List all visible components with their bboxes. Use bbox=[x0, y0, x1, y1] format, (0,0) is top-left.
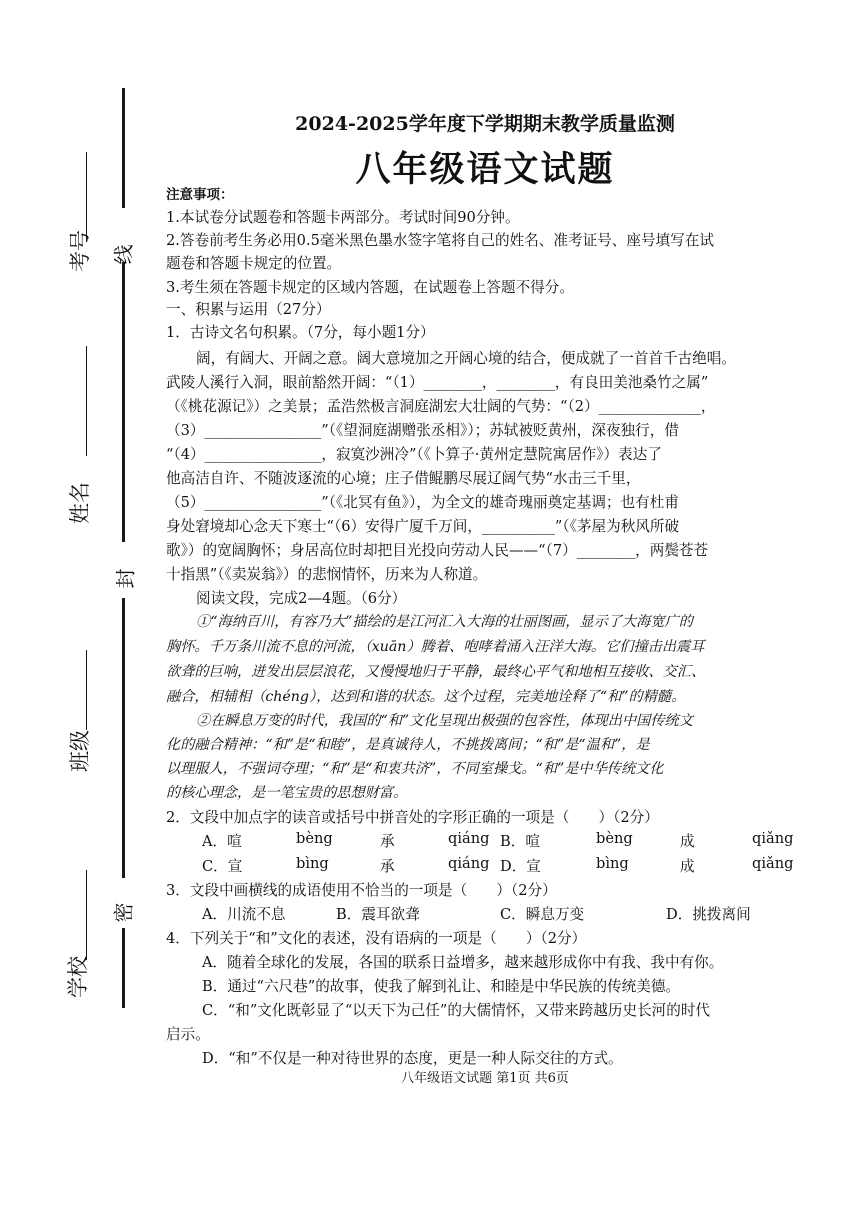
xuexiao-underline bbox=[86, 870, 87, 960]
binding-line-mid1 bbox=[122, 262, 125, 542]
q2-opt-a-pinyin2: qiáng bbox=[448, 830, 490, 847]
label-xuexiao: 学校 bbox=[66, 956, 90, 998]
q1-para-1: 阔，有阔大、开阔之意。阔大意境加之开阔心境的结合，便成就了一首首千古绝唱。 bbox=[196, 350, 736, 367]
reading-line-2: 胸怀。千万条川流不息的河流，（xuān）腾着、咆哮着涌入汪洋大海。它们撞击出震耳 bbox=[166, 639, 705, 655]
q4-opt-c-line1: C．“和”文化既彰显了“以天下为己任”的大儒情怀，又带来跨越历史长河的时代 bbox=[202, 1002, 711, 1019]
q2-opt-a-char1: A．喧 bbox=[202, 833, 242, 850]
q4-opt-b: B．通过“六尺巷”的故事，使我了解到礼让、和睦是中华民族的传统美德。 bbox=[202, 978, 681, 995]
label-kaohao: 考号 bbox=[68, 230, 92, 272]
q2-opt-a-char2: 承 bbox=[380, 833, 395, 850]
q1-para-8: 身处窘境却心念天下寒士“（6）安得广厦千万间，__________”（《茅屋为秋风所破 bbox=[166, 518, 680, 535]
note-2a: 2.答卷前考生务必用0.5毫米黑色墨水签字笔将自己的姓名、准考证号、座号填写在试 bbox=[166, 232, 714, 249]
seal-xian: 线 bbox=[111, 244, 136, 265]
note-3: 3.考生须在答题卡规定的区域内答题，在试题卷上答题不得分。 bbox=[166, 279, 574, 296]
q1-para-4: （3）________________”（《望洞庭湖赠张丞相》）；苏轼被贬黄州，深夜独行，借 bbox=[166, 422, 679, 439]
q2-opt-d-char1: D．宣 bbox=[500, 858, 541, 875]
label-banji: 班级 bbox=[68, 730, 92, 772]
reading-line-3: 欲聋的巨响，迸发出层层浪花，又慢慢地归于平静，最终心平气和地相互接收、交汇、 bbox=[166, 664, 706, 680]
banji-underline bbox=[86, 650, 87, 730]
q1-para-6: 他高洁自许、不随波逐流的心境；庄子借鲲鹏尽展辽阔气势“水击三千里， bbox=[166, 470, 641, 487]
q3-opt-b: B．震耳欲聋 bbox=[336, 906, 420, 923]
q4-stem: 4．下列关于“和”文化的表述，没有语病的一项是（ ）（2分） bbox=[166, 930, 587, 947]
q1-para-10: 十指黑”（《卖炭翁》）的悲悯情怀，历来为人称道。 bbox=[166, 566, 488, 583]
q3-stem: 3．文段中画横线的成语使用不恰当的一项是（ ）（2分） bbox=[166, 882, 557, 899]
reading-line-4: 融合，相辅相（chéng），达到和谐的状态。这个过程，完美地诠释了“和”的精髓。 bbox=[166, 689, 686, 705]
reading-line-7: 以理服人，不强词夺理；“和”是“和衷共济”，不同室操戈。“和”是中华传统文化 bbox=[166, 761, 664, 777]
note-1: 1.本试卷分试题卷和答题卡两部分。考试时间90分钟。 bbox=[166, 209, 520, 226]
q3-opt-c: C．瞬息万变 bbox=[500, 906, 585, 923]
q2-opt-d-pinyin2: qiǎng bbox=[752, 855, 794, 872]
q2-opt-b-char1: B．喧 bbox=[500, 833, 540, 850]
exam-title: 八年级语文试题 bbox=[355, 150, 615, 190]
q1-para-7: （5）________________”（《北冥有鱼》），为全文的雄奇瑰丽奠定基调；也有杜甫 bbox=[166, 494, 679, 511]
label-xingming: 姓名 bbox=[68, 482, 92, 524]
q4-opt-c-line2: 启示。 bbox=[166, 1026, 210, 1043]
binding-line-mid2 bbox=[122, 598, 125, 878]
q1-para-3: （《桃花源记》）之美景；孟浩然极言洞庭湖宏大壮阔的气势：“（2）______________， bbox=[166, 398, 716, 415]
q4-opt-a: A．随着全球化的发展，各国的联系日益增多，越来越形成你中有我、我中有你。 bbox=[202, 954, 724, 971]
q1-para-9: 歌》）的宽阔胸怀；身居高位时却把目光投向劳动人民——“（7）________，两鬓苍苍 bbox=[166, 542, 709, 559]
q2-opt-c-char1: C．宣 bbox=[202, 858, 243, 875]
reading-heading: 阅读文段，完成2—4题。（6分） bbox=[196, 590, 407, 607]
q3-opt-d: D．挑拨离间 bbox=[666, 906, 751, 923]
section1-heading: 一、积累与运用（27分） bbox=[166, 301, 331, 318]
reading-line-1: ①“海纳百川，有容乃大”描绘的是江河汇入大海的壮丽图画，显示了大海宽广的 bbox=[196, 614, 693, 630]
q2-opt-c-pinyin2: qiáng bbox=[448, 855, 490, 872]
reading-line-5: ②在瞬息万变的时代，我国的“和”文化呈现出极强的包容性，体现出中国传统文 bbox=[196, 713, 693, 729]
q1-heading: 1．古诗文名句积累。（7分，每小题1分） bbox=[166, 324, 435, 341]
exam-subtitle: 2024-2025学年度下学期期末教学质量监测 bbox=[295, 113, 675, 135]
q2-opt-b-char2: 成 bbox=[680, 833, 695, 850]
q2-opt-c-char2: 承 bbox=[380, 858, 395, 875]
q2-opt-a-pinyin1: bèng bbox=[296, 830, 333, 847]
q2-opt-c-pinyin1: bìng bbox=[296, 855, 329, 872]
reading-line-6: 化的融合精神：“和”是“和睦”，是真诚待人，不挑拨离间；“和”是“温和”，是 bbox=[166, 737, 650, 753]
q4-opt-d: D．“和”不仅是一种对待世界的态度，更是一种人际交往的方式。 bbox=[202, 1050, 623, 1067]
q3-opt-a: A．川流不息 bbox=[202, 906, 286, 923]
notes-heading: 注意事项： bbox=[166, 187, 234, 203]
q1-para-5: “（4）________________，寂寞沙洲冷”（《卜算子·黄州定慧院寓居作》）表达了 bbox=[166, 446, 662, 463]
q2-stem: 2．文段中加点字的读音或括号中拼音处的字形正确的一项是（ ）（2分） bbox=[166, 809, 659, 826]
seal-mi: 密 bbox=[111, 902, 136, 923]
xingming-underline bbox=[86, 346, 87, 456]
note-2b: 题卷和答题卡规定的位置。 bbox=[166, 255, 342, 272]
page-footer: 八年级语文试题 第1页 共6页 bbox=[401, 1071, 569, 1086]
seal-feng: 封 bbox=[113, 568, 138, 589]
reading-line-8: 的核心理念，是一笔宝贵的思想财富。 bbox=[166, 785, 408, 801]
q2-opt-b-pinyin2: qiǎng bbox=[752, 830, 794, 847]
q2-opt-b-pinyin1: bèng bbox=[596, 830, 633, 847]
q1-para-2: 武陵人溪行入洞，眼前豁然开阔：“（1）________，________，有良田美池桑竹之属” bbox=[166, 374, 709, 391]
binding-line-bottom bbox=[122, 928, 125, 1008]
q2-opt-d-char2: 成 bbox=[680, 858, 695, 875]
q2-opt-d-pinyin1: bìng bbox=[596, 855, 629, 872]
